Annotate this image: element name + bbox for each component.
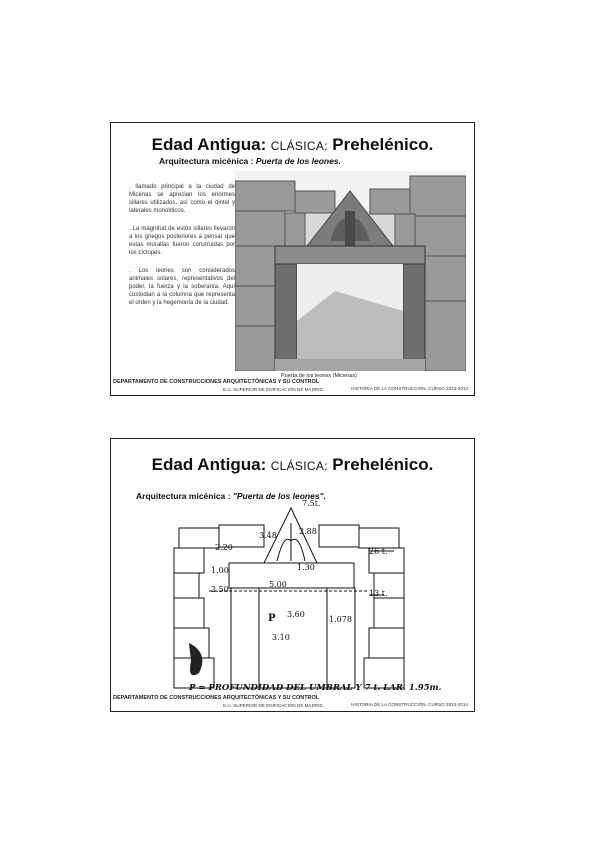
slide-subtitle [136, 491, 326, 501]
title-era: Edad Antigua: [151, 135, 267, 154]
bullet-list [129, 183, 235, 317]
title-era: Edad Antigua: [151, 455, 267, 474]
handwritten-note: P = PROFUNDIDAD DEL UMBRAL Y 7 t. LAR. 1.95m. [189, 683, 442, 693]
dim-label: 1.30 [297, 563, 315, 572]
subtitle-topic: "Puerta de los leones". [232, 491, 326, 501]
footer-department: DEPARTAMENTO DE CONSTRUCCIONES ARQUITECTÓNICAS Y SU CONTROL [113, 379, 320, 385]
slide-drawing [110, 438, 475, 712]
slide-title [111, 135, 474, 155]
bullet-item: . Los leones son considerados animales solares, representativos del poder, la fuerza y la soberanía. Aquí custodian a la columna que representa el orden y la hegemonía de la ciudad. [129, 268, 235, 306]
dim-label: 13 t. [369, 589, 388, 598]
photo-caption: Puerta de los leones (Micenas) [281, 373, 357, 379]
dim-label: 1.00 [211, 566, 229, 575]
title-style: Prehelénico. [332, 455, 434, 474]
bullet-item: . llamado principal a la ciudad de Micenas se aprecian los enormes sillares utilizados, así como el dintel y laterales monolíticos. [129, 184, 235, 214]
footer-school: E.U. SUPERIOR DE EDIFICACIÓN DE MADRID [223, 703, 323, 708]
slide-subtitle [159, 156, 341, 166]
footer-department: DEPARTAMENTO DE CONSTRUCCIONES ARQUITECTÓNICAS Y SU CONTROL [113, 695, 320, 701]
dim-label: 3.60 [287, 610, 305, 619]
title-period: CLÁSICA: [270, 459, 328, 473]
dim-label: 7.5t. [302, 499, 321, 508]
dim-label: 1.078 [329, 615, 352, 624]
subtitle-topic: Puerta de los leones. [255, 156, 341, 166]
dim-label: 3.10 [272, 633, 290, 642]
dim-label: 5.00 [269, 580, 287, 589]
footer-school: E.U. SUPERIOR DE EDIFICACIÓN DE MADRID [223, 387, 323, 392]
title-period: CLÁSICA: [270, 139, 328, 153]
dim-label: P [268, 613, 276, 624]
dim-label: 2.20 [215, 543, 233, 552]
subtitle-prefix: Arquitectura micénica : [159, 156, 254, 166]
slide-title [111, 455, 474, 475]
subtitle-prefix: Arquitectura micénica : [136, 491, 231, 501]
footer-course: HISTORIA DE LA CONSTRUCCIÓN. CURSO 2013-2014 [351, 702, 468, 707]
footer-course: HISTORIA DE LA CONSTRUCCIÓN. CURSO 2013-2014 [351, 386, 468, 391]
title-style: Prehelénico. [332, 135, 434, 154]
slide-photo [110, 122, 475, 396]
dim-label: 3.48 [259, 531, 277, 540]
lion-gate-sketch [169, 499, 409, 693]
dim-label: 26 t. [369, 547, 388, 556]
lion-gate-photo [235, 171, 466, 371]
dim-label: 2.88 [299, 527, 317, 536]
bullet-item: . La magnitud de estos sillares llevaron a los griegos posteriores a pensar que estas murallas fueron construidas por los cíclopes. [129, 226, 235, 256]
dim-label: 2.50 [211, 585, 229, 594]
